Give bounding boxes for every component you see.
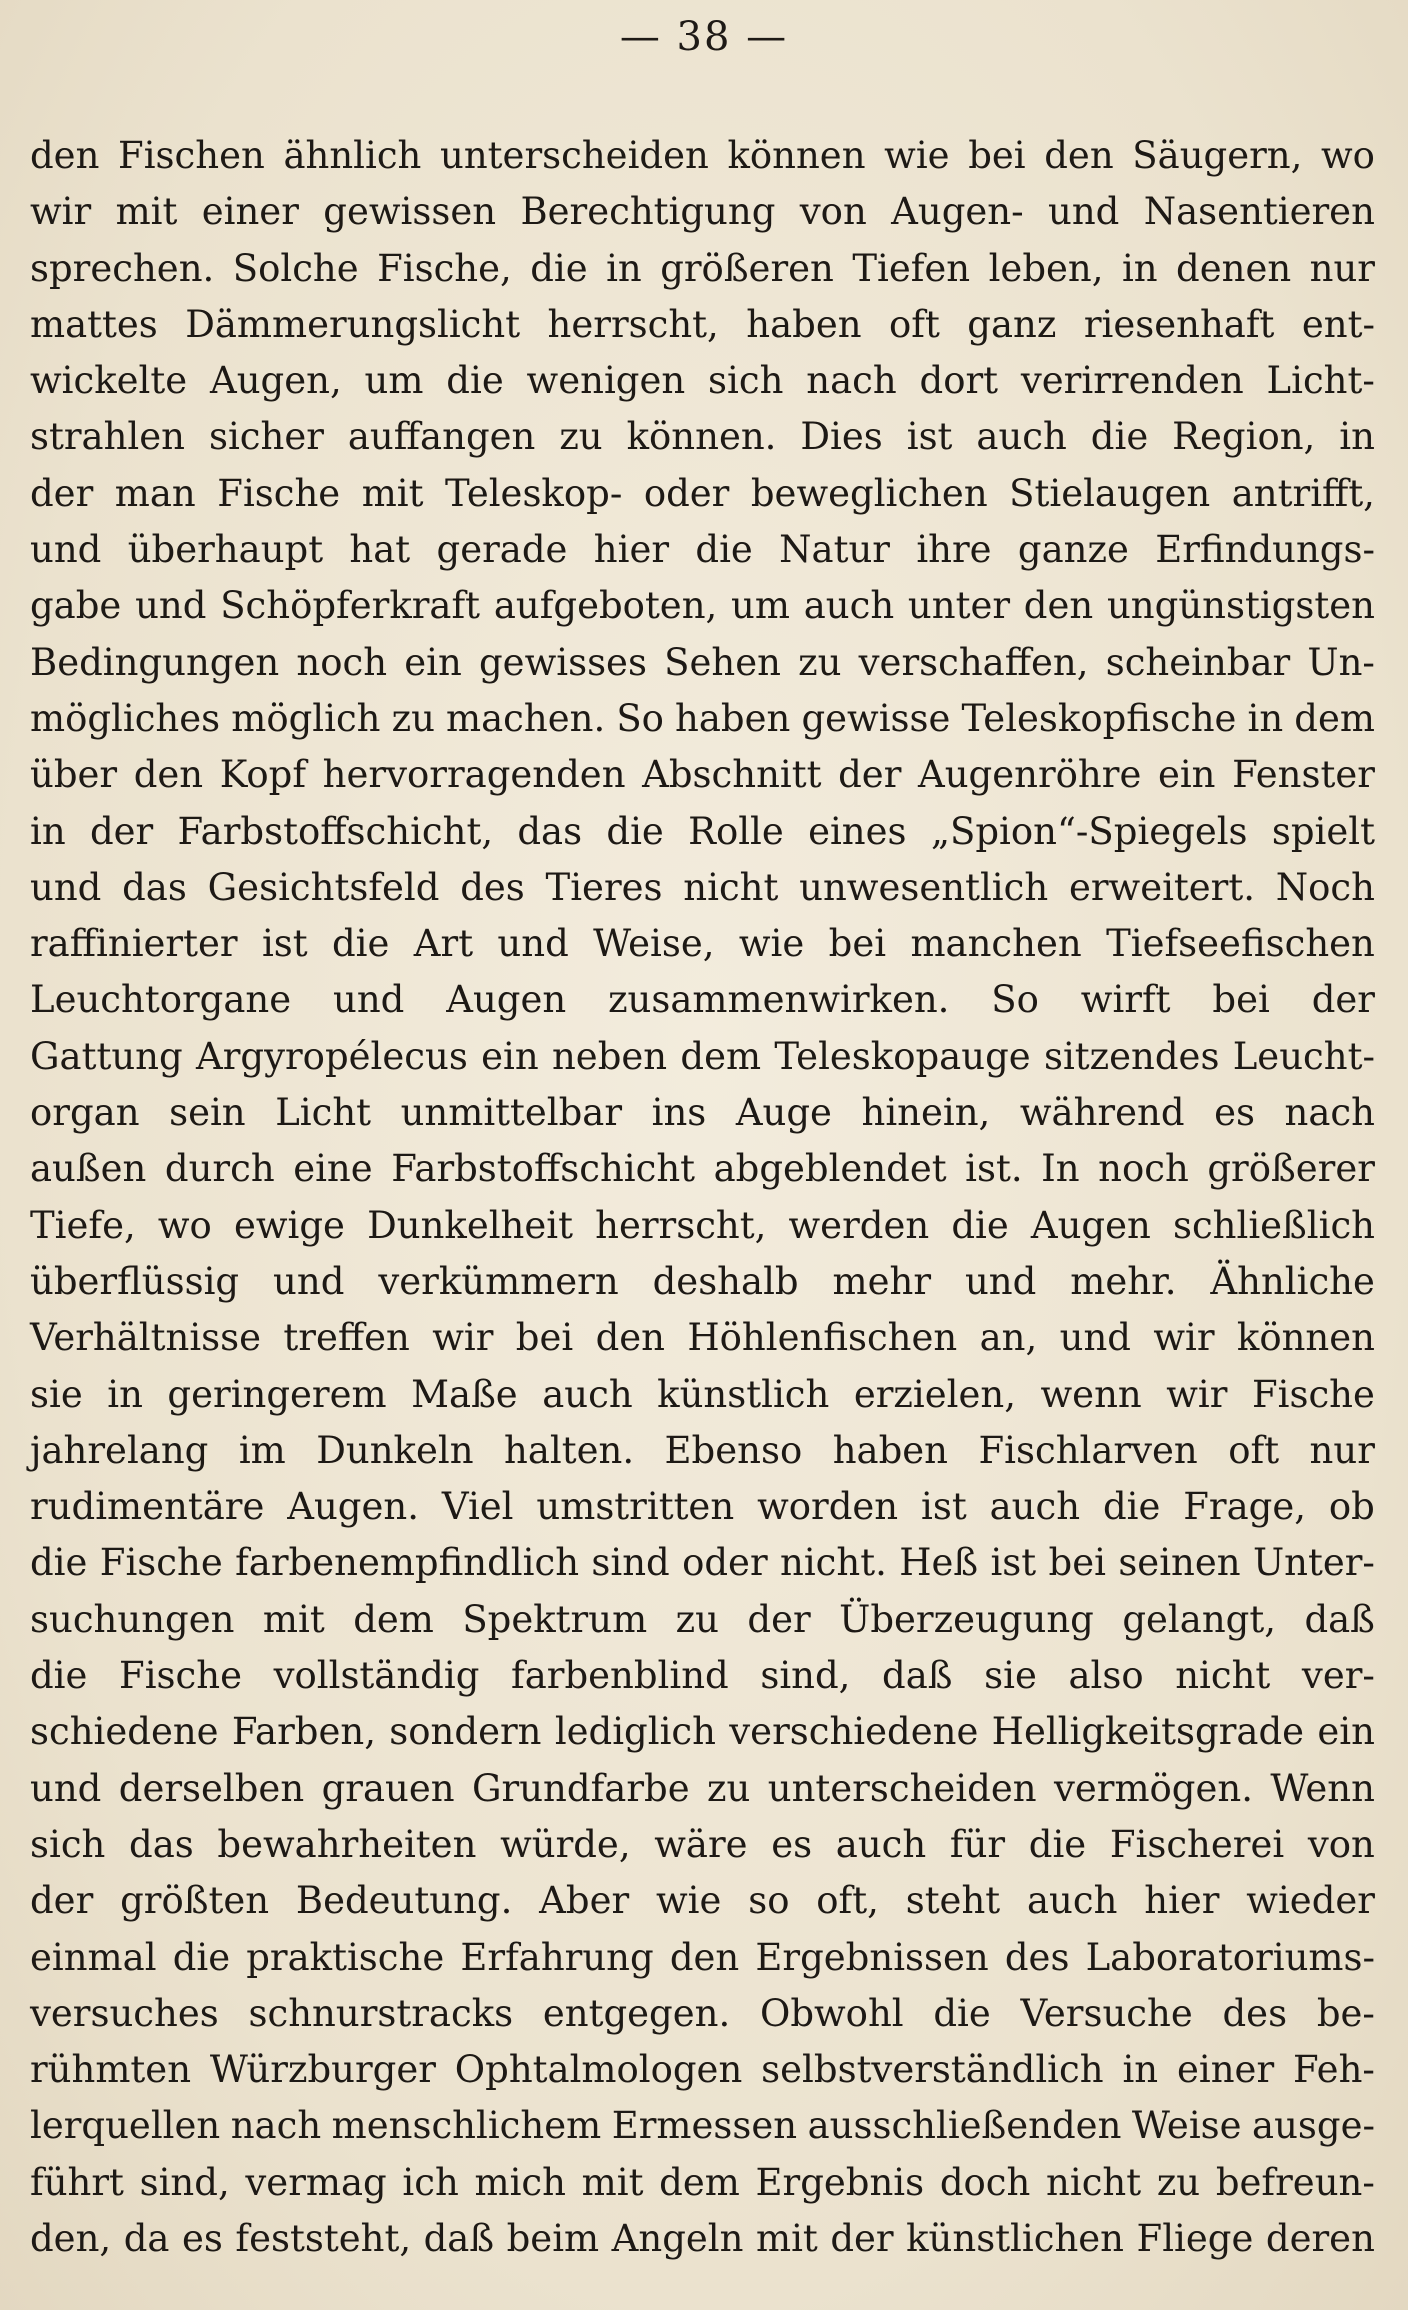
text-line: sich das bewahrheiten würde, wäre es auch für die Fischerei von	[30, 1822, 1375, 1866]
text-line: mögliches möglich zu machen. So haben gewisse Teleskopfische in dem	[30, 696, 1375, 740]
text-line: außen durch eine Farbstoffschicht abgeblendet ist. In noch größerer	[30, 1147, 1375, 1191]
text-line: wickelte Augen, um die wenigen sich nach dort verirrenden Licht-	[30, 359, 1375, 403]
text-line: den Fischen ähnlich unterscheiden können wie bei den Säugern, wo	[30, 134, 1375, 177]
text-line: organ sein Licht unmittelbar ins Auge hinein, während es nach	[30, 1091, 1375, 1135]
text-line: einmal die praktische Erfahrung den Ergebnissen des Laboratoriums-	[30, 1935, 1375, 1979]
text-line: raffinierter ist die Art und Weise, wie bei manchen Tiefseefischen	[30, 922, 1375, 966]
text-line: und das Gesichtsfeld des Tieres nicht unwesentlich erweitert. Noch	[30, 865, 1375, 909]
page-number: — 38 —	[619, 14, 789, 60]
text-line: Tiefe, wo ewige Dunkelheit herrscht, werden die Augen schließlich	[30, 1203, 1375, 1247]
text-line: Verhältnisse treffen wir bei den Höhlenfischen an, und wir können	[30, 1316, 1375, 1360]
body-text	[30, 128, 1375, 2267]
text-line: die Fische vollständig farbenblind sind, daß sie also nicht ver-	[30, 1654, 1375, 1698]
text-line: Bedingungen noch ein gewisses Sehen zu verschaffen, scheinbar Un-	[30, 640, 1375, 684]
text-line: jahrelang im Dunkeln halten. Ebenso haben Fischlarven oft nur	[30, 1428, 1375, 1472]
text-line: rudimentäre Augen. Viel umstritten worden ist auch die Frage, ob	[30, 1485, 1375, 1529]
text-line: schiedene Farben, sondern lediglich verschiedene Helligkeitsgrade ein	[30, 1710, 1375, 1754]
text-line: den, da es feststeht, daß beim Angeln mit der künstlichen Fliege deren	[30, 2216, 1375, 2260]
text-line: suchungen mit dem Spektrum zu der Überzeugung gelangt, daß	[30, 1597, 1375, 1641]
text-line: sie in geringerem Maße auch künstlich erzielen, wenn wir Fische	[30, 1372, 1375, 1416]
text-line: lerquellen nach menschlichem Ermessen ausschließenden Weise ausge-	[30, 2104, 1375, 2148]
text-line: über den Kopf hervorragenden Abschnitt der Augenröhre ein Fenster	[30, 753, 1375, 797]
text-line: und überhaupt hat gerade hier die Natur ihre ganze Erfindungs-	[30, 528, 1375, 572]
text-line: strahlen sicher auffangen zu können. Dies ist auch die Region, in	[30, 415, 1375, 459]
text-line: sprechen. Solche Fische, die in größeren Tiefen leben, in denen nur	[30, 246, 1375, 290]
text-line: und derselben grauen Grundfarbe zu unterscheiden vermögen. Wenn	[30, 1766, 1375, 1810]
text-line: der man Fische mit Teleskop- oder beweglichen Stielaugen antrifft,	[30, 471, 1375, 515]
text-line: Leuchtorgane und Augen zusammenwirken. So wirft bei der	[30, 978, 1375, 1022]
text-line: führt sind, vermag ich mich mit dem Ergebnis doch nicht zu befreun-	[30, 2160, 1375, 2204]
text-line: mattes Dämmerungslicht herrscht, haben oft ganz riesenhaft ent-	[30, 302, 1375, 346]
text-line: wir mit einer gewissen Berechtigung von Augen- und Nasentieren	[30, 190, 1375, 234]
text-line: in der Farbstoffschicht, das die Rolle eines „Spion“-Spiegels spielt	[30, 809, 1375, 853]
text-line: überflüssig und verkümmern deshalb mehr und mehr. Ähnliche	[30, 1259, 1375, 1303]
text-line: versuches schnurstracks entgegen. Obwohl die Versuche des be-	[30, 1991, 1375, 2035]
text-line: Gattung Argyropélecus ein neben dem Teleskopauge sitzendes Leucht-	[30, 1034, 1375, 1078]
text-line: rühmten Würzburger Ophtalmologen selbstverständlich in einer Feh-	[30, 2048, 1375, 2092]
text-line: die Fische farbenempfindlich sind oder nicht. Heß ist bei seinen Unter-	[30, 1541, 1375, 1585]
text-line: der größten Bedeutung. Aber wie so oft, steht auch hier wieder	[30, 1879, 1375, 1923]
text-line: gabe und Schöpferkraft aufgeboten, um auch unter den ungünstigsten	[30, 584, 1375, 628]
